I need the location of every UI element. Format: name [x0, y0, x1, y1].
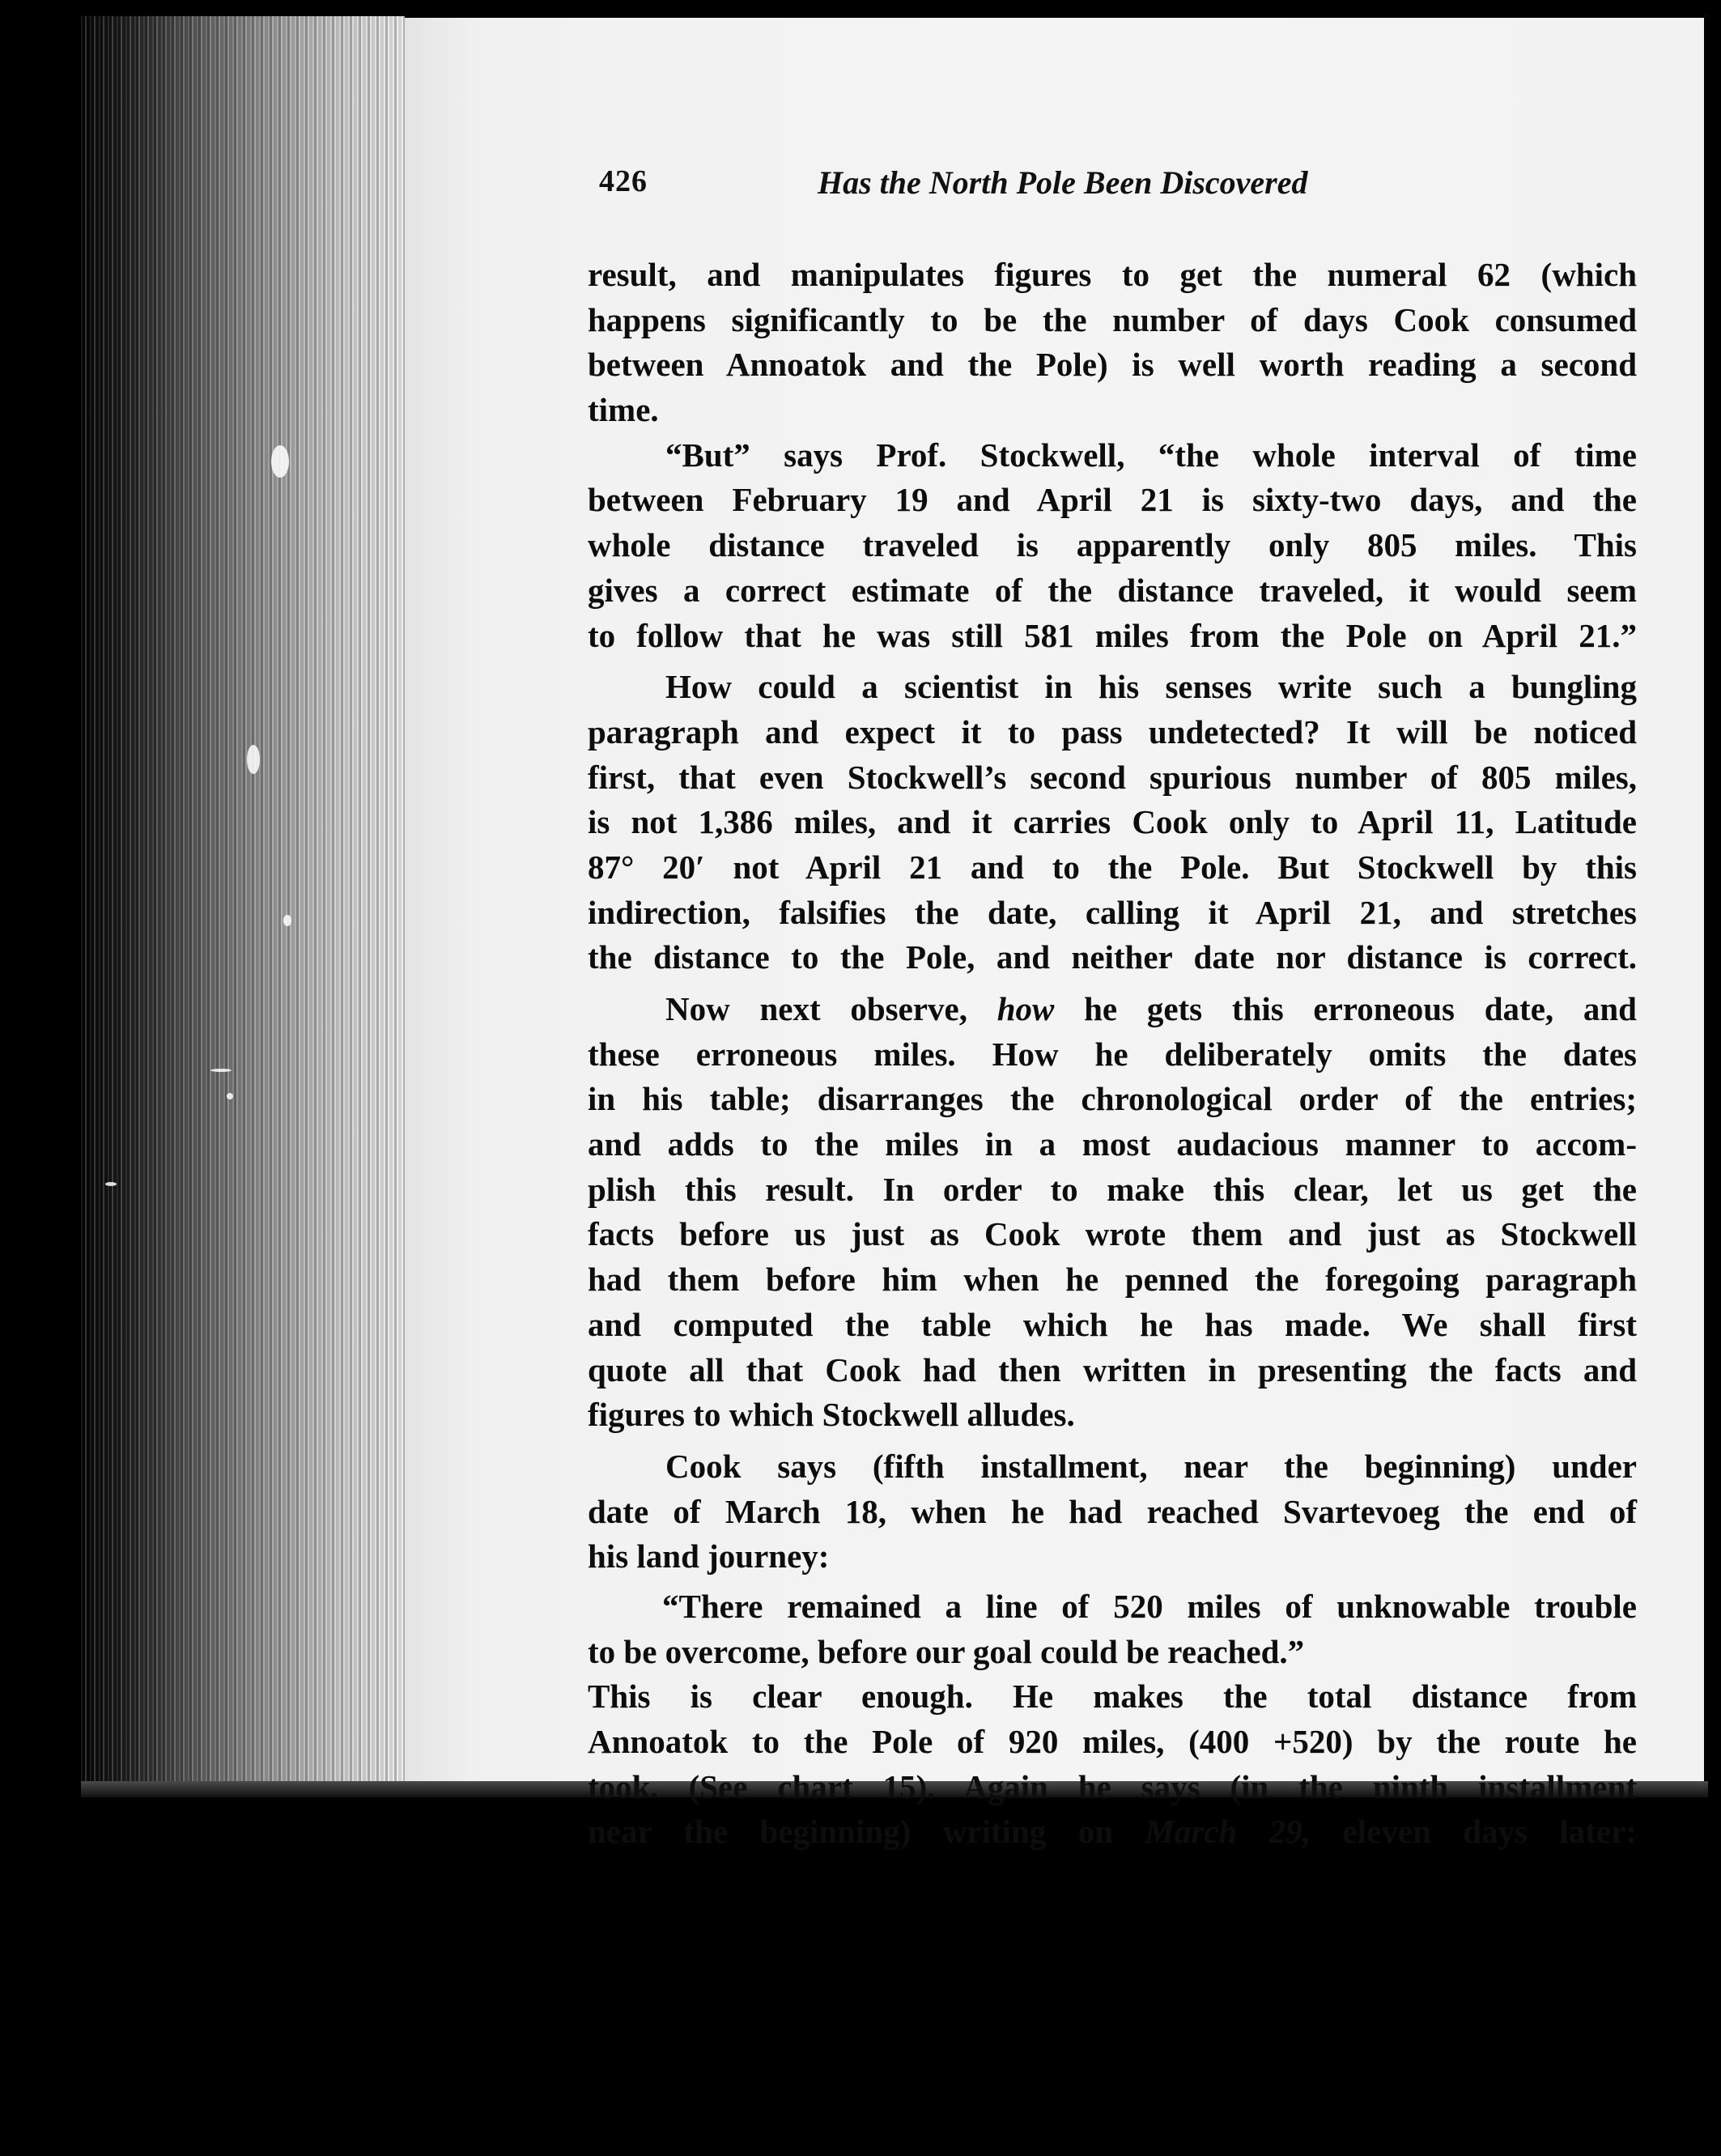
text-line: Cook says (fifth installment, near the beginning) under — [665, 1447, 1637, 1485]
text-line: and computed the table which he has made. We shall first — [588, 1305, 1637, 1343]
text-line: This is clear enough. He makes the total distance from — [588, 1678, 1637, 1716]
text-line: between Annoatok and the Pole) is well worth reading a second — [588, 346, 1637, 384]
spine-speck — [283, 915, 291, 926]
spine-speck — [210, 1069, 232, 1072]
page-header — [599, 164, 1409, 209]
text-line: quote all that Cook had then written in presenting the facts and — [588, 1350, 1637, 1388]
text-line: How could a scientist in his senses write such a bungling — [665, 668, 1637, 706]
text-line: first, that even Stockwell’s second spurious number of 805 miles, — [588, 758, 1637, 796]
text-line: to follow that he was still 581 miles from the Pole on April 21.” — [588, 616, 1637, 654]
text-line: 87° 20′ not April 21 and to the Pole. But Stockwell by this — [588, 848, 1637, 886]
text-line: indirection, falsifies the date, calling it April 21, and stretches — [588, 893, 1637, 931]
spine-speck — [227, 1093, 233, 1099]
spine-speck — [105, 1182, 117, 1186]
text-segment: Now next observe, — [665, 990, 997, 1027]
quote-line: to be overcome, before our goal could be reached.” — [588, 1632, 1305, 1670]
text-line: his land journey: — [588, 1537, 830, 1576]
text-line: between February 19 and April 21 is sixty-two days, and the — [588, 481, 1637, 519]
running-head: Has the North Pole Been Discovered — [818, 164, 1308, 201]
italic-date: March 29, — [1145, 1813, 1311, 1851]
text-line: whole distance traveled is apparently only 805 miles. This — [588, 526, 1637, 564]
text-line: these erroneous miles. How he deliberately omits the dates — [588, 1035, 1637, 1073]
text-line: took. (See chart 15). Again he says (in the ninth installment — [588, 1767, 1637, 1805]
text-line: paragraph and expect it to pass undetected? It will be noticed — [588, 712, 1637, 751]
text-line: plish this result. In order to make this clear, let us get the — [588, 1170, 1637, 1208]
text-line: happens significantly to be the number of days Cook consumed — [588, 300, 1637, 338]
text-line: is not 1,386 miles, and it carries Cook only to April 11, Latitude — [588, 803, 1637, 841]
italic-word: how — [996, 990, 1055, 1027]
text-line: and adds to the miles in a most audacious manner to accom- — [588, 1125, 1637, 1163]
text-line — [588, 1809, 1637, 1855]
text-line: the distance to the Pole, and neither date nor distance is correct. — [588, 938, 1637, 976]
spine-speck — [247, 745, 260, 774]
spine-speck — [271, 445, 289, 478]
text-segment: near the beginning) writing on — [588, 1813, 1145, 1851]
text-line: had them before him when he penned the foregoing paragraph — [588, 1261, 1637, 1299]
text-line: in his table; disarranges the chronological order of the entries; — [588, 1080, 1637, 1118]
text-segment: eleven days later: — [1311, 1813, 1637, 1851]
text-line: time. — [588, 391, 659, 429]
text-line: “But” says Prof. Stockwell, “the whole interval of time — [665, 436, 1637, 474]
page-number: 426 — [599, 164, 648, 198]
text-line: facts before us just as Cook wrote them and just as Stockwell — [588, 1215, 1637, 1253]
text-segment: he gets this erroneous date, and — [1054, 990, 1637, 1027]
text-line: gives a correct estimate of the distance traveled, it would seem — [588, 571, 1637, 609]
text-line — [588, 987, 1637, 1032]
text-line: result, and manipulates figures to get the numeral 62 (which — [588, 256, 1637, 293]
text-line: date of March 18, when he had reached Svartevoeg the end of — [588, 1492, 1637, 1530]
book-spine-edge — [81, 16, 405, 1781]
body-text — [588, 253, 1637, 1855]
text-line: figures to which Stockwell alludes. — [588, 1396, 1075, 1434]
quote-line: “There remained a line of 520 miles of unknowable trouble — [662, 1587, 1637, 1625]
text-line: Annoatok to the Pole of 920 miles, (400 +520) by the route he — [588, 1723, 1637, 1760]
